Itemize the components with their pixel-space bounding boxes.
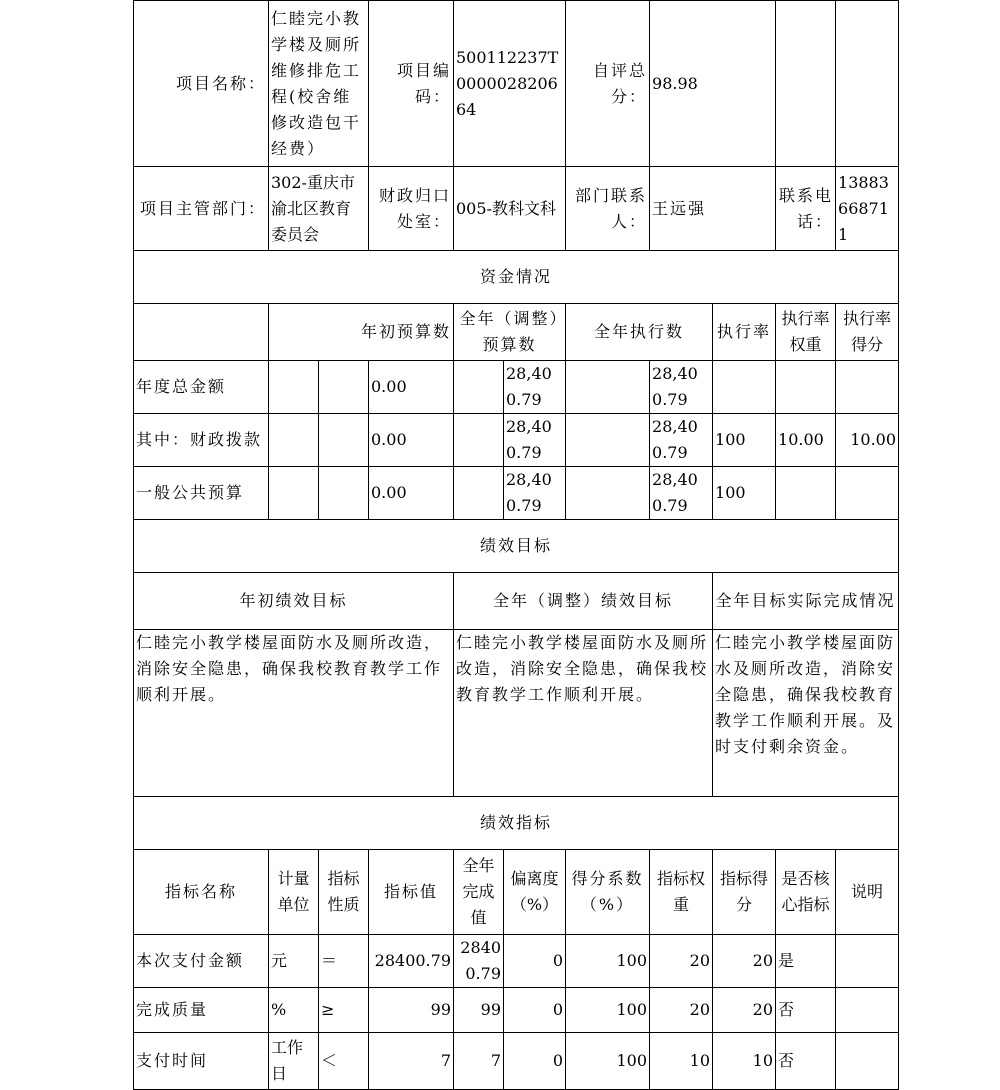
funds-section-header <box>134 251 899 304</box>
execution-rate-header: 执行率 <box>713 304 776 361</box>
indicator-value: 99 <box>369 988 454 1033</box>
dept-label: 项目主管部门： <box>134 167 269 251</box>
goals-section-header <box>134 520 899 573</box>
funds-weight-value: 10.00 <box>776 414 836 467</box>
goals-content-row <box>134 630 899 797</box>
empty-cell <box>454 361 504 414</box>
funds-title: 资金情况 <box>134 251 899 304</box>
funds-score-value <box>836 361 899 414</box>
funds-row-label: 其中：财政拨款 <box>134 414 269 467</box>
core-header: 是否核心指标 <box>776 850 836 935</box>
performance-self-evaluation-table <box>133 0 899 1090</box>
funds-adjusted-value: 28,400.79 <box>504 361 566 414</box>
indicator-score: 10 <box>713 1033 776 1090</box>
funds-initial-value: 0.00 <box>369 361 454 414</box>
indicator-name-header: 指标名称 <box>134 850 269 935</box>
funds-row <box>134 361 899 414</box>
empty-cell <box>269 361 319 414</box>
funds-column-header-row <box>134 304 899 361</box>
empty-cell <box>566 361 650 414</box>
goals-title: 绩效目标 <box>134 520 899 573</box>
completed-header: 全年完成值 <box>454 850 504 935</box>
adjusted-goal-text: 仁睦完小教学楼屋面防水及厕所改造，消除安全隐患，确保我校教育教学工作顺利开展。 <box>454 630 713 797</box>
indicator-nature: ＝ <box>319 935 369 988</box>
indicator-unit: 元 <box>269 935 319 988</box>
indicator-coefficient: 100 <box>566 1033 650 1090</box>
indicator-row <box>134 988 899 1033</box>
indicator-deviation: 0 <box>504 1033 566 1090</box>
funds-row-label: 年度总金额 <box>134 361 269 414</box>
indicator-completed: 99 <box>454 988 504 1033</box>
indicator-coefficient: 100 <box>566 988 650 1033</box>
actual-goal-text: 仁睦完小教学楼屋面防水及厕所改造，消除安全隐患，确保我校教育教学工作顺利开展。及时支付剩余资金。 <box>713 630 899 797</box>
score-header: 指标得分 <box>713 850 776 935</box>
initial-goal-header: 年初绩效目标 <box>134 573 454 630</box>
empty-cell <box>134 304 269 361</box>
initial-budget-header: 年初预算数 <box>269 304 454 361</box>
empty-cell <box>269 467 319 520</box>
adjusted-budget-header: 全年（调整）预算数 <box>454 304 566 361</box>
project-name-label: 项目名称： <box>134 1 269 167</box>
self-score-label: 自评总分： <box>566 1 650 167</box>
funds-adjusted-value: 28,400.79 <box>504 414 566 467</box>
indicator-weight: 10 <box>650 1033 713 1090</box>
indicator-core: 否 <box>776 1033 836 1090</box>
goals-header-row <box>134 573 899 630</box>
office-value: 005-教科文科 <box>454 167 566 251</box>
phone-value: 13883668711 <box>836 167 899 251</box>
indicator-weight: 20 <box>650 988 713 1033</box>
funds-executed-value: 28,400.79 <box>650 467 713 520</box>
project-code-label: 项目编码： <box>369 1 454 167</box>
indicator-completed: 28400.79 <box>454 935 504 988</box>
empty-cell <box>319 414 369 467</box>
indicator-unit: 工作日 <box>269 1033 319 1090</box>
nature-header: 指标性质 <box>319 850 369 935</box>
funds-executed-value: 28,400.79 <box>650 361 713 414</box>
dept-value: 302-重庆市渝北区教育委员会 <box>269 167 369 251</box>
initial-goal-text: 仁睦完小教学楼屋面防水及厕所改造，消除安全隐患，确保我校教育教学工作顺利开展。 <box>134 630 454 797</box>
funds-row <box>134 467 899 520</box>
deviation-header: 偏离度（%） <box>504 850 566 935</box>
funds-initial-value: 0.00 <box>369 467 454 520</box>
indicator-core: 是 <box>776 935 836 988</box>
indicator-row <box>134 1033 899 1090</box>
funds-executed-value: 28,400.79 <box>650 414 713 467</box>
funds-weight-value <box>776 361 836 414</box>
indicator-score: 20 <box>713 935 776 988</box>
adjusted-goal-header: 全年（调整）绩效目标 <box>454 573 713 630</box>
indicator-note <box>836 1033 899 1090</box>
funds-rate-value <box>713 361 776 414</box>
actual-goal-header: 全年目标实际完成情况 <box>713 573 899 630</box>
indicator-row <box>134 935 899 988</box>
indicators-title: 绩效指标 <box>134 797 899 850</box>
empty-cell <box>566 414 650 467</box>
empty-cell <box>269 414 319 467</box>
indicator-deviation: 0 <box>504 988 566 1033</box>
empty-cell <box>566 467 650 520</box>
indicator-note <box>836 935 899 988</box>
project-name-value: 仁睦完小教学楼及厕所维修排危工程(校舍维修改造包干经费） <box>269 1 369 167</box>
contact-label: 部门联系人： <box>566 167 650 251</box>
indicator-value: 28400.79 <box>369 935 454 988</box>
execution-weight-header: 执行率权重 <box>776 304 836 361</box>
indicator-completed: 7 <box>454 1033 504 1090</box>
funds-adjusted-value: 28,400.79 <box>504 467 566 520</box>
indicator-deviation: 0 <box>504 935 566 988</box>
project-info-row-1 <box>134 1 899 167</box>
empty-cell <box>836 1 899 167</box>
empty-cell <box>454 467 504 520</box>
empty-cell <box>454 414 504 467</box>
indicator-name: 完成质量 <box>134 988 269 1033</box>
indicator-unit: % <box>269 988 319 1033</box>
indicators-section-header <box>134 797 899 850</box>
funds-score-value: 10.00 <box>836 414 899 467</box>
indicator-note <box>836 988 899 1033</box>
empty-cell <box>319 361 369 414</box>
indicator-nature: ≥ <box>319 988 369 1033</box>
indicator-nature: ＜ <box>319 1033 369 1090</box>
indicator-value: 7 <box>369 1033 454 1090</box>
indicators-header-row <box>134 850 899 935</box>
indicator-core: 否 <box>776 988 836 1033</box>
note-header: 说明 <box>836 850 899 935</box>
indicator-coefficient: 100 <box>566 935 650 988</box>
empty-cell <box>319 467 369 520</box>
coefficient-header: 得分系数（%） <box>566 850 650 935</box>
executed-header: 全年执行数 <box>566 304 713 361</box>
funds-rate-value: 100 <box>713 414 776 467</box>
funds-rate-value: 100 <box>713 467 776 520</box>
weight-header: 指标权重 <box>650 850 713 935</box>
execution-score-header: 执行率得分 <box>836 304 899 361</box>
unit-header: 计量单位 <box>269 850 319 935</box>
funds-score-value <box>836 467 899 520</box>
funds-initial-value: 0.00 <box>369 414 454 467</box>
self-score-value: 98.98 <box>650 1 776 167</box>
funds-row <box>134 414 899 467</box>
contact-value: 王远强 <box>650 167 776 251</box>
funds-row-label: 一般公共预算 <box>134 467 269 520</box>
project-info-row-2 <box>134 167 899 251</box>
office-label: 财政归口处室： <box>369 167 454 251</box>
indicator-score: 20 <box>713 988 776 1033</box>
indicator-weight: 20 <box>650 935 713 988</box>
empty-cell <box>776 1 836 167</box>
indicator-name: 支付时间 <box>134 1033 269 1090</box>
phone-label: 联系电话： <box>776 167 836 251</box>
funds-weight-value <box>776 467 836 520</box>
project-code-value: 500112237T000002820664 <box>454 1 566 167</box>
value-header: 指标值 <box>369 850 454 935</box>
indicator-name: 本次支付金额 <box>134 935 269 988</box>
